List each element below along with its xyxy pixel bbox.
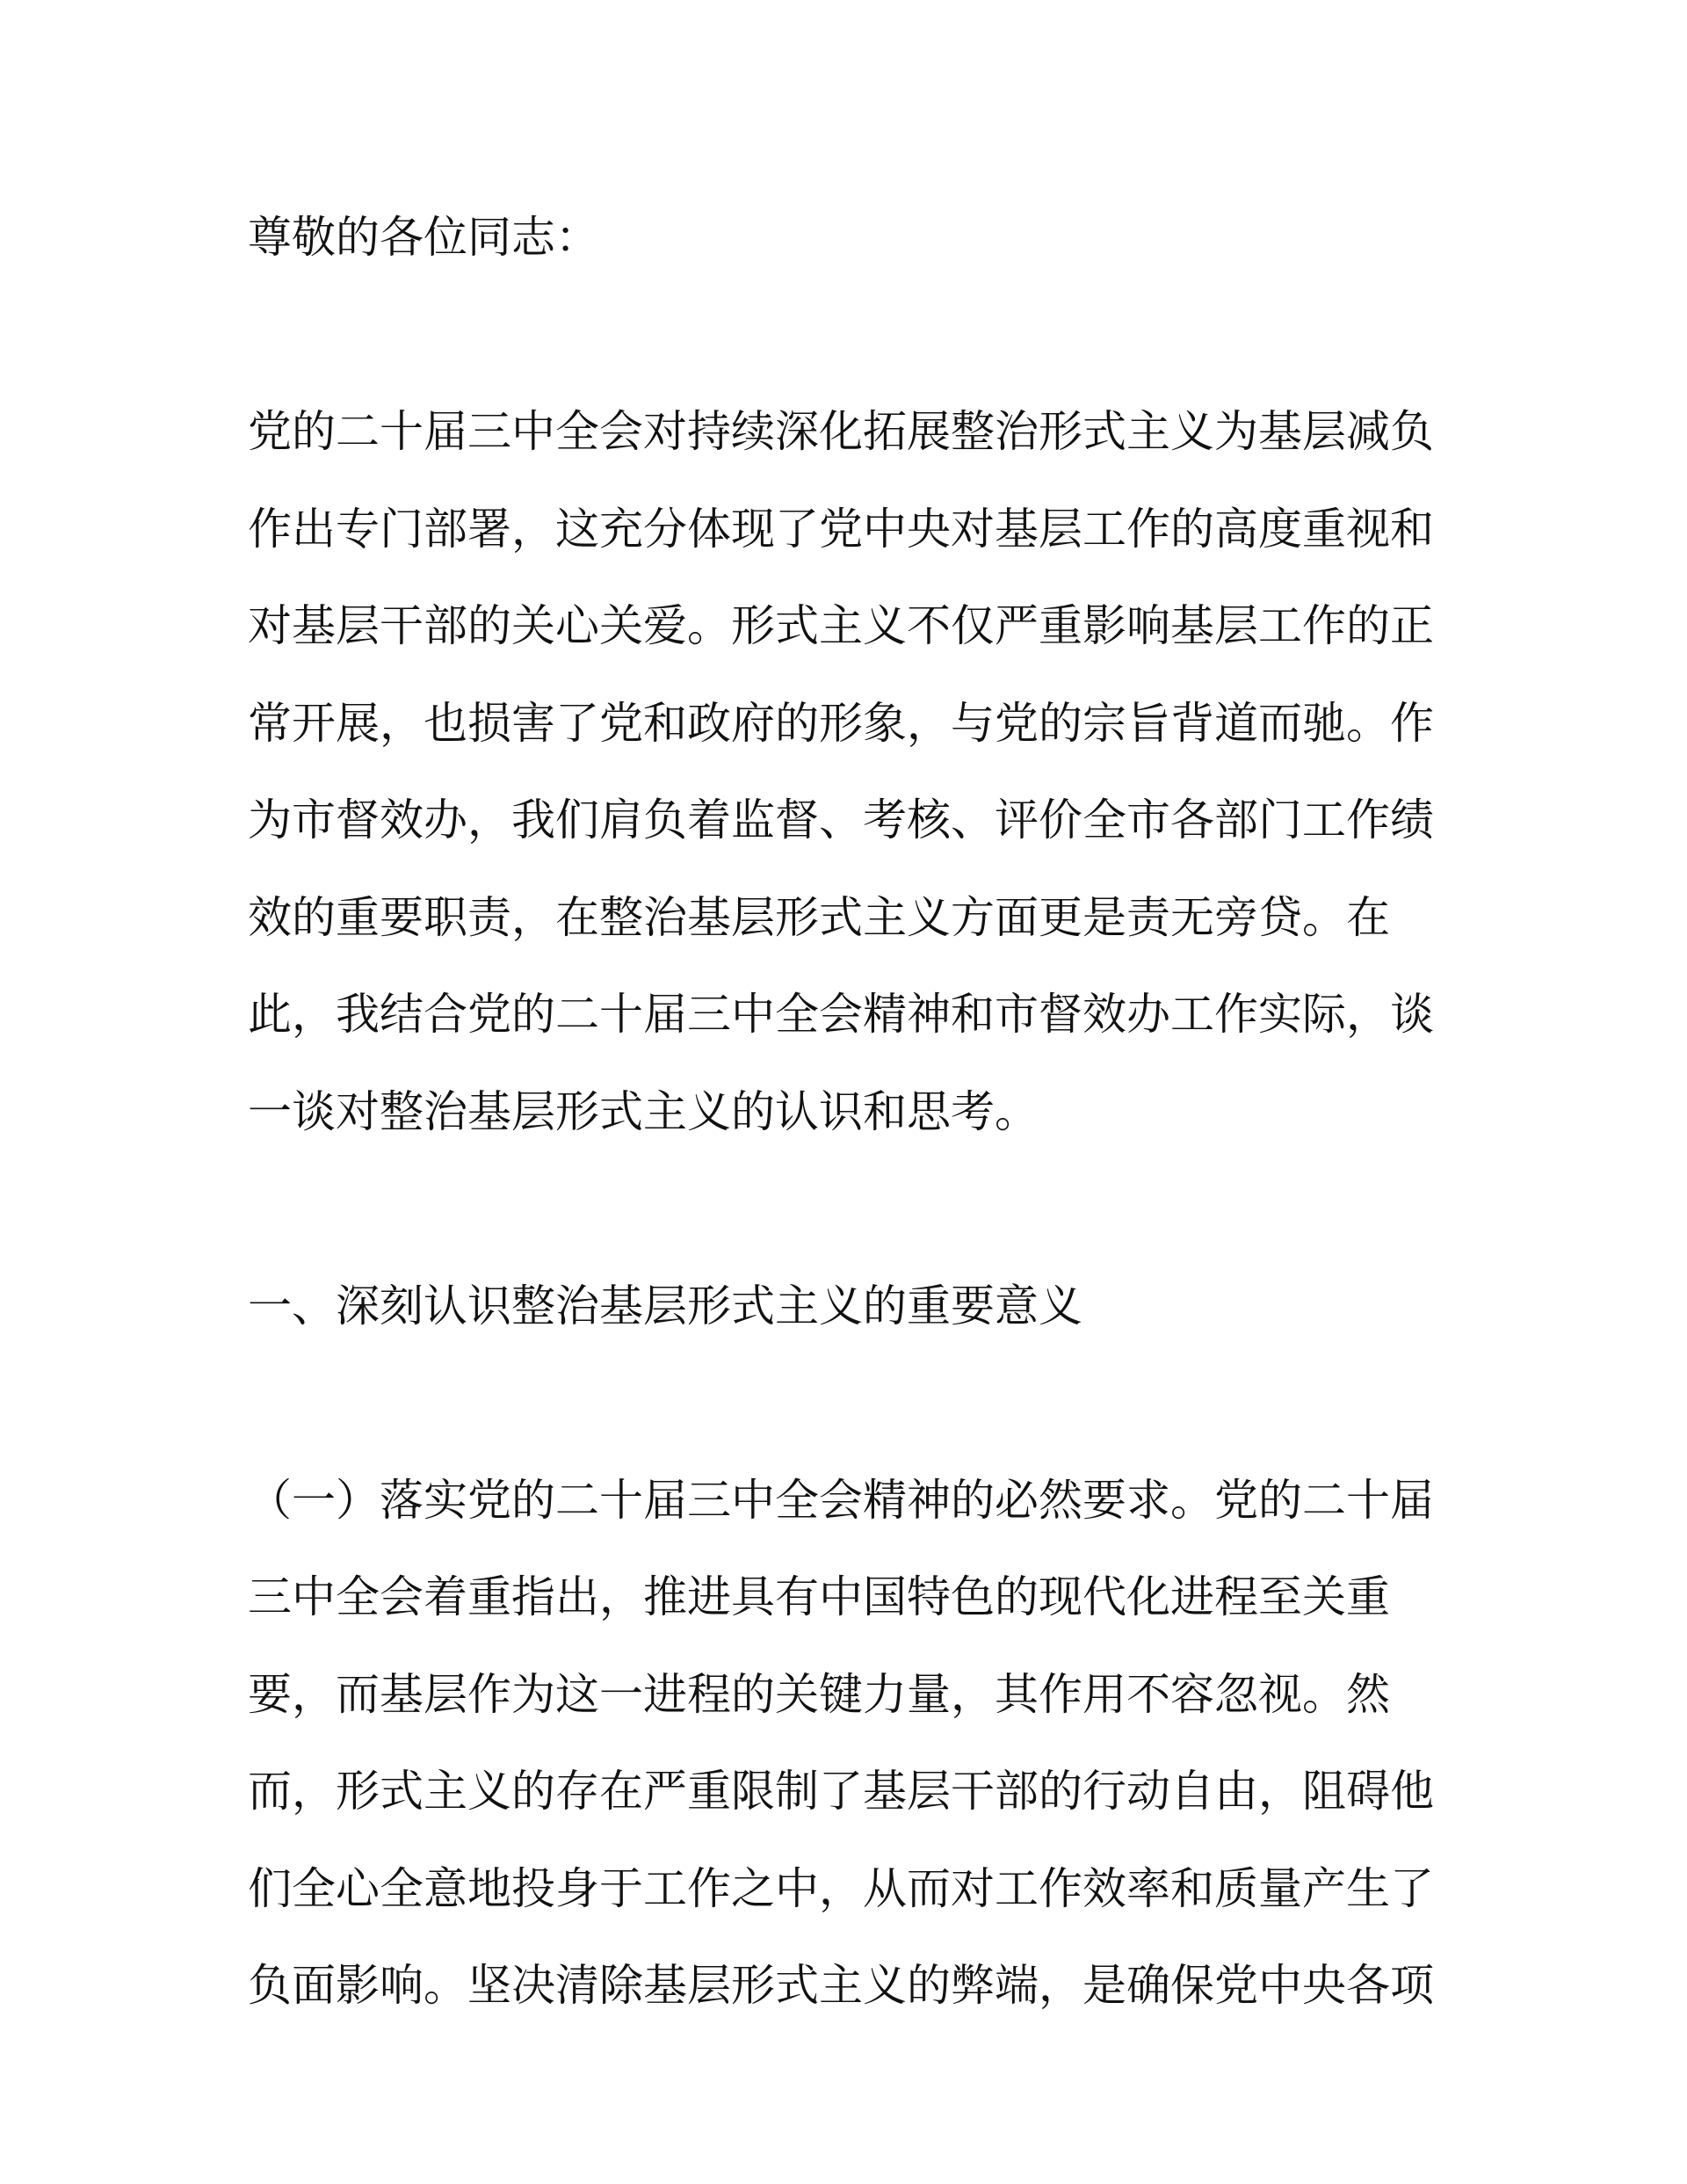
paragraph-gap	[248, 1354, 1452, 1452]
paragraph-line: 负面影响。坚决清除基层形式主义的弊端，是确保党中央各项	[248, 1960, 1434, 2011]
intro-paragraph	[248, 383, 1452, 1160]
paragraph-line: （一）落实党的二十届三中全会精神的必然要求。党的二十届	[248, 1474, 1434, 1526]
paragraph-line: 作出专门部署，这充分体现了党中央对基层工作的高度重视和	[248, 503, 1434, 555]
subsection-paragraph	[248, 1452, 1452, 2035]
greeting: 尊敬的各位同志：	[248, 212, 599, 263]
document-body	[248, 189, 1452, 2035]
paragraph-line: 对基层干部的关心关爱。形式主义不仅严重影响基层工作的正	[248, 600, 1434, 651]
paragraph-gap	[248, 1160, 1452, 1258]
paragraph-gap	[248, 287, 1452, 384]
paragraph-line: 三中全会着重指出，推进具有中国特色的现代化进程至关重	[248, 1571, 1390, 1622]
paragraph-line: 党的二十届三中全会对持续深化拓展整治形式主义为基层减负	[248, 406, 1434, 457]
paragraph-line: 效的重要职责，在整治基层形式主义方面更是责无旁贷。在	[248, 891, 1390, 943]
paragraph-line: 一谈对整治基层形式主义的认识和思考。	[248, 1085, 1039, 1137]
section-heading: 一、深刻认识整治基层形式主义的重要意义	[248, 1280, 1082, 1331]
paragraph-line: 常开展，也损害了党和政府的形象，与党的宗旨背道而驰。作	[248, 697, 1434, 749]
paragraph-line: 此，我结合党的二十届三中全会精神和市督效办工作实际，谈	[248, 989, 1434, 1040]
paragraph-line: 要，而基层作为这一进程的关键力量，其作用不容忽视。然	[248, 1668, 1390, 1720]
paragraph-line: 而，形式主义的存在严重限制了基层干部的行动自由，阻碍他	[248, 1766, 1434, 1817]
paragraph-line: 为市督效办，我们肩负着监督、考核、评价全市各部门工作绩	[248, 795, 1434, 845]
paragraph-line: 们全心全意地投身于工作之中，从而对工作效率和质量产生了	[248, 1862, 1434, 1914]
